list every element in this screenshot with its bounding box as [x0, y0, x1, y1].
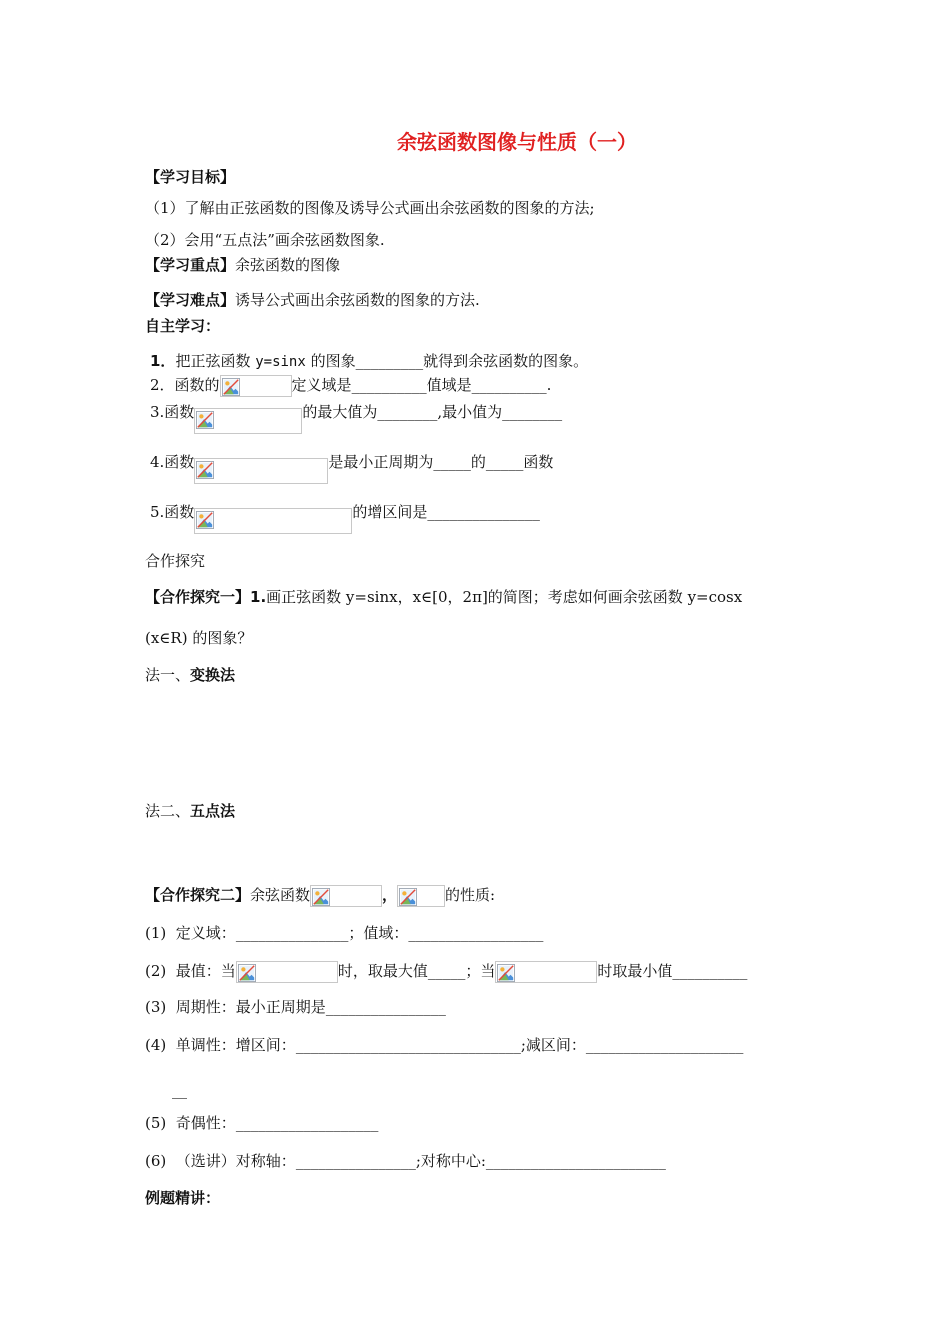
self-study-q1 [150, 351, 588, 372]
q4-text-post: 函数 [523, 453, 554, 471]
property-5 [145, 1113, 378, 1133]
q1-text-pre: 把正弦函数 [175, 352, 256, 370]
broken-image-icon [399, 888, 417, 906]
formula-image [194, 508, 352, 534]
formula-image [397, 885, 445, 907]
property-3 [145, 997, 446, 1017]
q5-text-pre: 5.函数 [150, 503, 195, 521]
broken-image-icon [196, 461, 214, 479]
method-one-prefix: 法一、 [145, 666, 191, 684]
q1-text-mid: 的图象 [305, 352, 356, 370]
self-study-q5 [150, 502, 540, 534]
property-blank-2: __________________ [408, 924, 544, 942]
goals-heading: 【学习目标】 [145, 168, 236, 186]
focus-heading: 【学习重点】 [145, 256, 236, 274]
broken-image-icon [222, 378, 240, 396]
q1-number: 1． [150, 352, 176, 370]
property-label-3: ；当 [465, 962, 496, 980]
method-two-prefix: 法二、 [145, 802, 191, 820]
property-label-2: ;对称中心: [415, 1152, 486, 1170]
q3-text-mid: 的最大值为 [302, 403, 378, 421]
coop-two-separator: ， [382, 886, 398, 904]
property-label-2: ;减区间： [520, 1036, 586, 1054]
coop-one-number: 1. [250, 588, 267, 606]
property-number: (2) [145, 962, 167, 980]
broken-image-icon [196, 511, 214, 529]
formula-image [194, 458, 328, 484]
property-blank: ________________ [325, 998, 446, 1016]
property-blank-1: _____ [427, 962, 466, 980]
broken-image-icon [196, 411, 214, 429]
q4-text-pre: 4.函数 [150, 453, 195, 471]
property-label: 最值：当 [175, 962, 236, 980]
q2-blank-1: __________ [351, 376, 427, 394]
property-2 [145, 961, 747, 983]
q1-blank: _________ [355, 352, 424, 370]
property-label: 奇偶性： [175, 1114, 236, 1132]
formula-image [495, 961, 597, 983]
coop-two-text-post: 的性质: [445, 886, 496, 904]
focus-line [145, 255, 340, 275]
broken-image-icon [238, 964, 256, 982]
coop-two-text-pre: 余弦函数 [250, 886, 311, 904]
q1-text-post: 就得到余弦函数的图象。 [423, 352, 589, 370]
method-two [145, 801, 235, 821]
goal-item-2: （2）会用“五点法”画余弦函数图象. [145, 231, 385, 249]
property-number: (5) [145, 1114, 167, 1132]
property-blank-1: ______________________________ [295, 1036, 521, 1054]
property-1 [145, 923, 543, 943]
property-label: 周期性：最小正周期是 [175, 998, 326, 1016]
property-label-4: 时取最小值 [597, 962, 673, 980]
property-label: 单调性：增区间： [175, 1036, 296, 1054]
formula-image [194, 408, 302, 434]
broken-image-icon [497, 964, 515, 982]
difficulty-line [145, 290, 480, 310]
q1-formula: y=sinx [255, 354, 306, 370]
property-number: (6) [145, 1152, 167, 1170]
property-blank-2: ________________________ [485, 1152, 666, 1170]
examples-heading: 例题精讲： [145, 1189, 221, 1207]
method-one-label: 变换法 [190, 666, 236, 684]
formula-image [310, 885, 382, 907]
property-number: (3) [145, 998, 167, 1016]
property-label: 定义域： [175, 924, 236, 942]
difficulty-text: 诱导公式画出余弦函数的图象的方法. [235, 291, 480, 309]
property-label: （选讲）对称轴： [175, 1152, 296, 1170]
difficulty-heading: 【学习难点】 [145, 291, 236, 309]
q2-blank-2: __________ [471, 376, 547, 394]
q2-text-mid2: 值域是 [426, 376, 472, 394]
q2-text-post: . [546, 376, 552, 394]
property-blank-2: __________ [672, 962, 748, 980]
q5-blank: _______________ [427, 503, 540, 521]
property-blank-1: _______________ [235, 924, 349, 942]
q2-text-pre: 2．函数的 [150, 376, 220, 394]
q4-blank-2: _____ [485, 453, 524, 471]
property-4 [145, 1035, 743, 1055]
coop-one [145, 587, 807, 607]
self-study-q4 [150, 452, 553, 484]
self-study-q2 [150, 375, 551, 397]
method-two-label: 五点法 [190, 802, 236, 820]
property-6 [145, 1151, 666, 1171]
self-study-heading: 自主学习： [145, 317, 221, 335]
property-4-continuation: __ [172, 1081, 187, 1099]
broken-image-icon [312, 888, 330, 906]
property-blank: ___________________ [235, 1114, 379, 1132]
goal-item-1: （1）了解由正弦函数的图像及诱导公式画出余弦函数的图象的方法; [145, 199, 595, 217]
property-label-2: 时，取最大值 [337, 962, 428, 980]
property-label-2: ；值域： [348, 924, 409, 942]
q2-text-mid: 定义域是 [291, 376, 352, 394]
q3-blank-1: ________ [377, 403, 438, 421]
q4-text-mid2: 的 [470, 453, 486, 471]
property-number: (1) [145, 924, 167, 942]
q3-text-mid2: ,最小值为 [437, 403, 503, 421]
q5-text-mid: 的增区间是 [352, 503, 428, 521]
coop-one-label: 【合作探究一】 [145, 588, 251, 606]
q3-blank-2: ________ [502, 403, 563, 421]
coop-heading: 合作探究 [145, 552, 206, 570]
q4-blank-1: _____ [433, 453, 471, 471]
coop-one-text: 画正弦函数 y=sinx，x∈[0，2π]的简图；考虑如何画余弦函数 y=cosx [266, 588, 743, 606]
coop-one-text-2: (x∈R) 的图象？ [145, 629, 253, 647]
coop-two [145, 885, 495, 907]
coop-two-label: 【合作探究二】 [145, 886, 251, 904]
q3-text-pre: 3.函数 [150, 403, 195, 421]
q4-text-mid: 是最小正周期为 [328, 453, 434, 471]
focus-text: 余弦函数的图像 [235, 256, 341, 274]
method-one [145, 665, 235, 685]
formula-image [220, 375, 292, 397]
self-study-q3 [150, 402, 562, 434]
property-number: (4) [145, 1036, 167, 1054]
property-blank-1: ________________ [295, 1152, 416, 1170]
property-blank-2: _____________________ [585, 1036, 744, 1054]
formula-image [236, 961, 338, 983]
page-title: 余弦函数图像与性质（一） [397, 130, 637, 154]
